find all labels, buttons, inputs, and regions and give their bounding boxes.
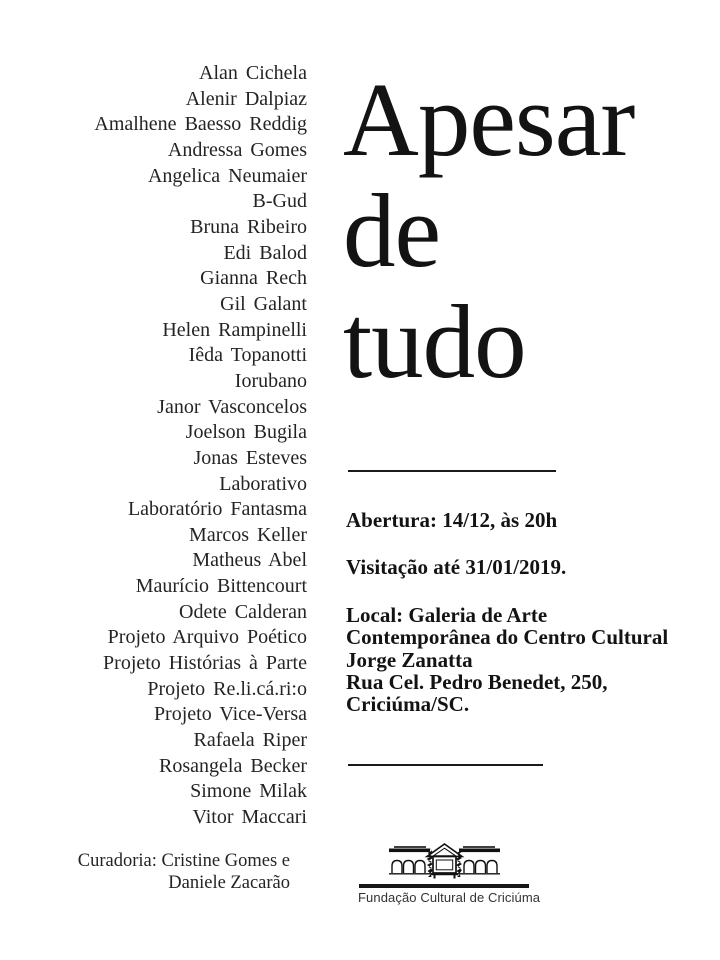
visitation-info: Visitação até 31/01/2019.: [346, 555, 567, 580]
curators-credit: [0, 851, 290, 894]
location-line: Jorge Zanatta: [346, 647, 473, 672]
artist-name: Projeto Arquivo Poético: [107, 626, 307, 649]
artist-name: Edi Balod: [223, 241, 307, 264]
location-line: Local: Galeria de Arte: [346, 602, 548, 627]
artist-name: Rafaela Riper: [193, 729, 307, 752]
event-details: [346, 509, 686, 741]
artist-name: Joelson Bugila: [185, 421, 307, 444]
poster-title: [343, 61, 635, 400]
artist-name: Odete Calderan: [179, 600, 307, 623]
logo-underline-bar: [359, 884, 529, 888]
artist-list: [0, 61, 307, 831]
artist-name: Angelica Neumaier: [147, 164, 307, 187]
artist-name: Iêda Topanotti: [188, 344, 307, 367]
divider-line-bottom: [348, 764, 543, 766]
artist-name: Gianna Rech: [200, 267, 307, 290]
title-line: Apesar: [343, 61, 635, 178]
title-line: tudo: [343, 283, 526, 400]
title-line: de: [343, 172, 441, 289]
artist-name: Maurício Bittencourt: [135, 575, 307, 598]
artist-name: Helen Rampinelli: [162, 318, 307, 341]
artist-name: Projeto Vice-Versa: [153, 703, 307, 726]
artist-name: Alenir Dalpiaz: [185, 87, 307, 110]
artist-name: B-Gud: [252, 190, 307, 213]
fundacao-cultural-logo: [358, 843, 541, 905]
divider-line-top: [348, 470, 556, 472]
artist-name: Vitor Maccari: [192, 806, 307, 829]
artist-name: Laborativo: [219, 472, 307, 495]
artist-name: Simone Milak: [190, 780, 307, 803]
artist-name: Jonas Esteves: [193, 446, 307, 469]
artist-name: Projeto Histórias à Parte: [103, 652, 307, 675]
artist-name: Marcos Keller: [189, 523, 307, 546]
artist-name: Janor Vasconcelos: [157, 395, 307, 418]
location-line: Rua Cel. Pedro Benedet, 250,: [346, 670, 608, 695]
artist-name: Andressa Gomes: [167, 138, 307, 161]
artist-name: Matheus Abel: [192, 549, 307, 572]
location-line: Contemporânea do Centro Cultural: [346, 625, 669, 650]
curators-line: Curadoria: Cristine Gomes e: [77, 851, 290, 871]
artist-name: Rosangela Becker: [159, 754, 307, 777]
artist-name: Bruna Ribeiro: [190, 215, 307, 238]
artist-name: Laboratório Fantasma: [127, 498, 307, 521]
artist-name: Alan Cichela: [199, 62, 307, 84]
artist-name: Amalhene Baesso Reddig: [94, 113, 307, 136]
cultural-center-building-icon: [387, 843, 502, 883]
curators-line: Daniele Zacarão: [168, 872, 290, 893]
location-info: [346, 604, 686, 716]
artist-name: Projeto Re.li.cá.ri:o: [147, 677, 307, 700]
artist-name: Iorubano: [234, 369, 307, 392]
location-line: Criciúma/SC.: [346, 692, 470, 717]
logo-caption: Fundação Cultural de Criciúma: [358, 890, 541, 905]
opening-info: Abertura: 14/12, às 20h: [346, 508, 558, 532]
artist-name: Gil Galant: [220, 292, 307, 315]
